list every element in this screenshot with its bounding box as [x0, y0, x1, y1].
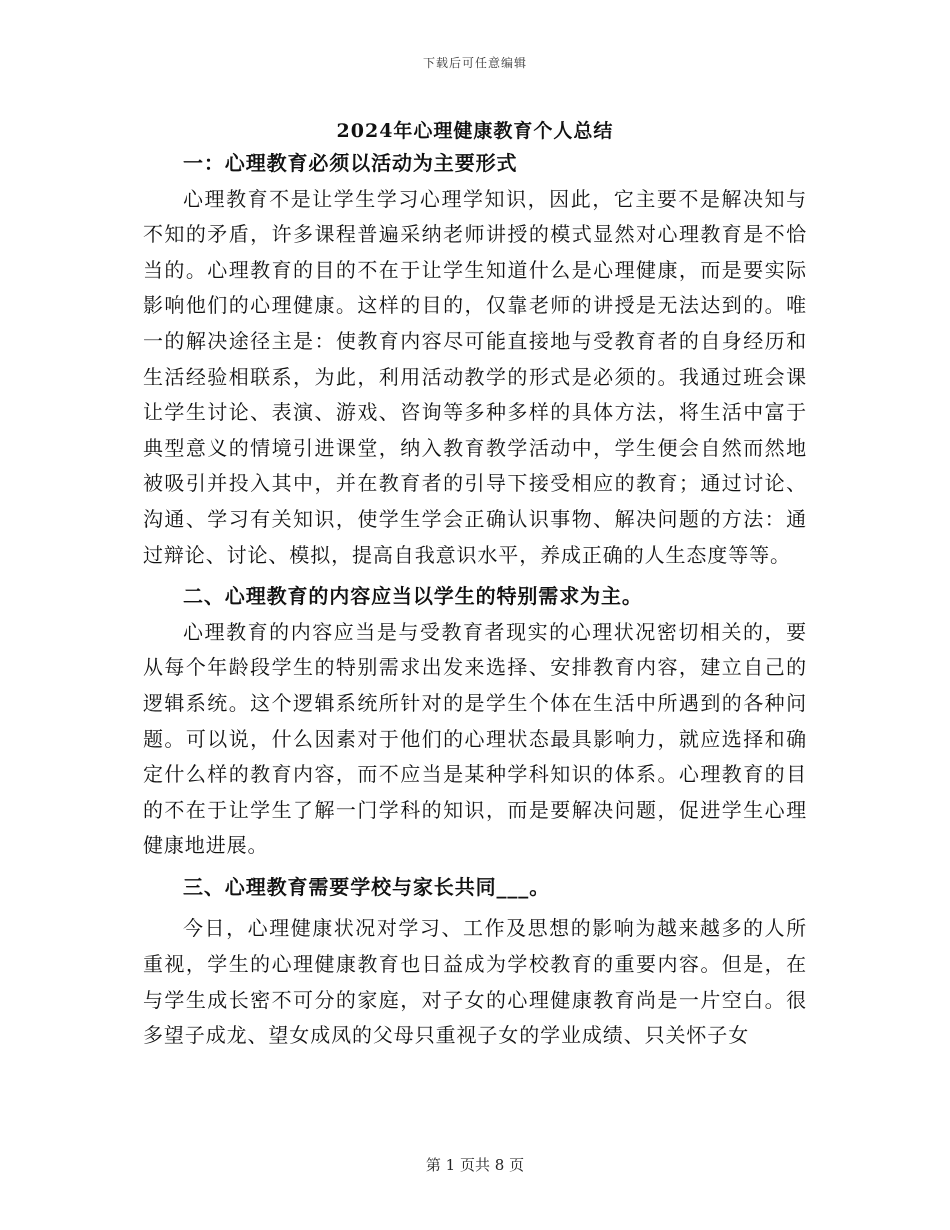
section-paragraph-1: 心理教育不是让学生学习心理学知识，因此，它主要不是解决知与不知的矛盾，许多课程普遍采纳老师讲授的模式显然对心理教育是不恰当的。心理教育的目的不在于让学生知道什么是心理健康，而是要实际影响他们的心理健康。这样的目的，仅靠老师的讲授是无法达到的。唯一的解决途径主是：使教育内容尽可能直接地与受教育者的自身经历和生活经验相联系，为此，利用活动教学的形式是必须的。我通过班会课让学生讨论、表演、游戏、咨询等多种多样的具体方法，将生活中富于典型意义的情境引进课堂，纳入教育教学活动中，学生便会自然而然地被吸引并投入其中，并在教育者的引导下接受相应的教育；通过讨论、沟通、学习有关知识，使学生学会正确认识事物、解决问题的方法：通过辩论、讨论、模拟，提高自我意识水平，养成正确的人生态度等等。 [143, 186, 807, 567]
section-paragraph-3: 今日，心理健康状况对学习、工作及思想的影响为越来越多的人所重视，学生的心理健康教育也日益成为学校教育的重要内容。但是，在与学生成长密不可分的家庭，对子女的心理健康教育尚是一片空白。很多望子成龙、望女成凤的父母只重视子女的学业成绩、只关怀子女 [143, 916, 807, 1048]
section-heading-1: 一：心理教育必须以活动为主要形式 [183, 151, 518, 175]
section-heading-2: 二、心理教育的内容应当以学生的特别需求为主。 [183, 584, 643, 609]
header-note: 下载后可任意编辑 [422, 56, 527, 70]
section-paragraph-2: 心理教育的内容应当是与受教育者现实的心理状况密切相关的，要从每个年龄段学生的特别需求出发来选择、安排教育内容，建立自己的逻辑系统。这个逻辑系统所针对的是学生个体在生活中所遇到的各种问题。可以说，什么因素对于他们的心理状态最具影响力，就应选择和确定什么样的教育内容，而不应当是某种学科知识的体系。心理教育的目的不在于让学生了解一门学科的知识，而是要解决问题，促进学生心理健康地进展。 [143, 619, 807, 858]
section-heading-3: 三、心理教育需要学校与家长共同___。 [183, 874, 551, 899]
document-body [143, 146, 807, 1054]
document-title: 2024年心理健康教育个人总结 [336, 120, 614, 142]
page-footer: 第 1 页共 8 页 [425, 1156, 525, 1174]
